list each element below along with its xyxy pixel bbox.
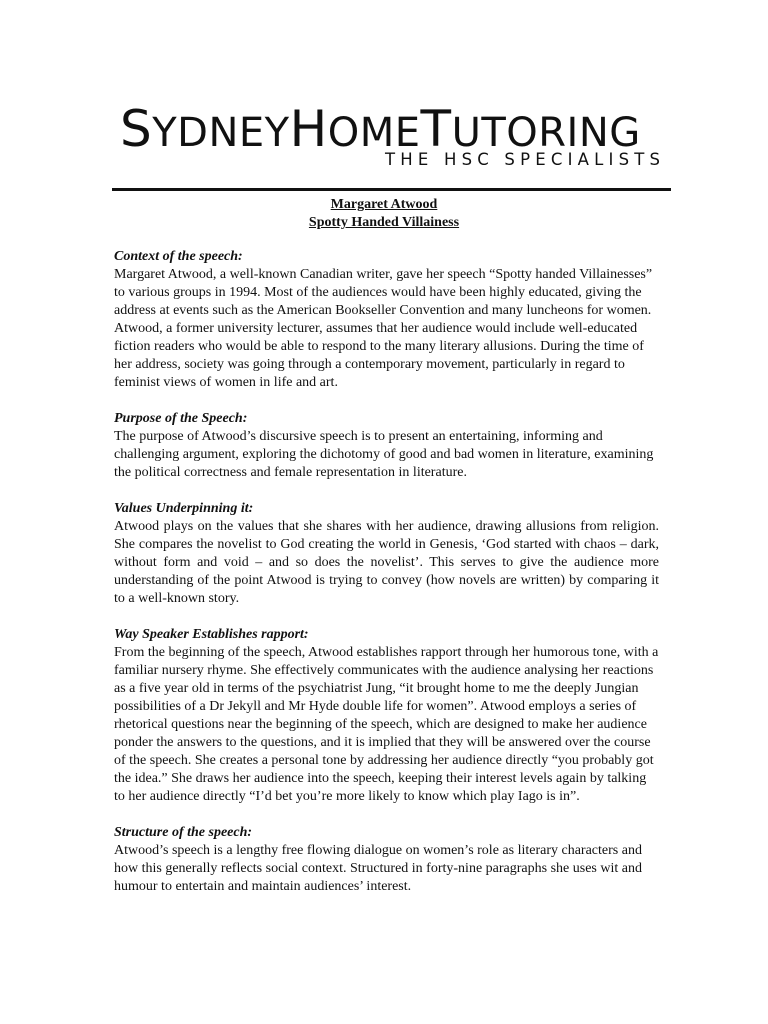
- section-structure: [114, 824, 659, 896]
- section-context: [114, 248, 659, 392]
- logo-letter-s: S: [120, 100, 153, 158]
- document-body: [114, 248, 659, 914]
- section-heading: Purpose of the Speech:: [114, 411, 248, 426]
- section-heading: Way Speaker Establishes rapport:: [114, 627, 309, 642]
- document-title: Spotty Handed Villainess: [308, 215, 460, 230]
- section-rapport: [114, 626, 659, 806]
- logo-letter-t: T: [420, 100, 452, 158]
- logo-letter-h: H: [289, 100, 328, 158]
- header-divider: [112, 188, 671, 191]
- section-heading: Values Underpinning it:: [114, 501, 254, 516]
- document-author: Margaret Atwood: [330, 197, 438, 212]
- section-text: Atwood’s speech is a lengthy free flowing dialogue on women’s role as literary characters and how this generally reflects social context. Structured in forty-nine paragraphs she uses wit and humour to entertain and maintain audiences’ interest.: [114, 843, 642, 894]
- section-values: [114, 500, 659, 608]
- logo-wordmark: [120, 100, 641, 158]
- sydney-home-tutoring-logo: [112, 100, 672, 180]
- section-text: Margaret Atwood, a well-known Canadian writer, gave her speech “Spotty handed Villainesses” to various groups in 1994. Most of the audiences would have been highly educated, giving the address at events such as the American Bookseller Convention and many luncheons for women. Atwood, a former university lecturer, assumes that her audience would include well-educated fiction readers who would be able to respond to the many literary allusions. During the time of her address, society was going through a contemporary movement, particularly in regard to feminist views of women in life and art.: [114, 267, 653, 390]
- section-heading: Context of the speech:: [114, 249, 243, 264]
- section-text: Atwood plays on the values that she shares with her audience, drawing allusions from religion. She compares the novelist to God creating the world in Genesis, ‘God started with chaos – dark, without form and void – and so does the novelist’. This serves to give the audience more understanding of the point Atwood is trying to convey (how novels are written) by comparing it to a well-known story.: [114, 519, 659, 606]
- section-text: From the beginning of the speech, Atwood establishes rapport through her humorous tone, with a familiar nursery rhyme. She effectively communicates with the audience analysing her reactions as a five year old in terms of the psychiatrist Jung, “it brought home to me the deeply Jungian possibilities of a Dr Jekyll and Mr Hyde double life for women”. Atwood employs a series of rhetorical questions near the beginning of the speech, which are designed to make her audience ponder the answers to the questions, and it is implied that they will be answered over the course of the speech. She creates a personal tone by addressing her audience directly “you probably got the idea.” She draws her audience into the speech, keeping their interest levels again by talking to her audience directly “I’d bet you’re more likely to know which play Iago is in”.: [114, 645, 659, 804]
- logo-text-ome: OME: [327, 110, 421, 156]
- logo-tagline: THE HSC SPECIALISTS: [385, 150, 666, 169]
- section-purpose: [114, 410, 659, 482]
- logo-text-ydney: YDNEY: [152, 110, 290, 156]
- logo-text-utoring: UTORING: [451, 110, 641, 156]
- document-title-block: [0, 196, 768, 232]
- section-text: The purpose of Atwood’s discursive speech is to present an entertaining, informing and challenging argument, exploring the dichotomy of good and bad women in literature, examining the political correctness and female representation in literature.: [114, 429, 654, 480]
- section-heading: Structure of the speech:: [114, 825, 253, 840]
